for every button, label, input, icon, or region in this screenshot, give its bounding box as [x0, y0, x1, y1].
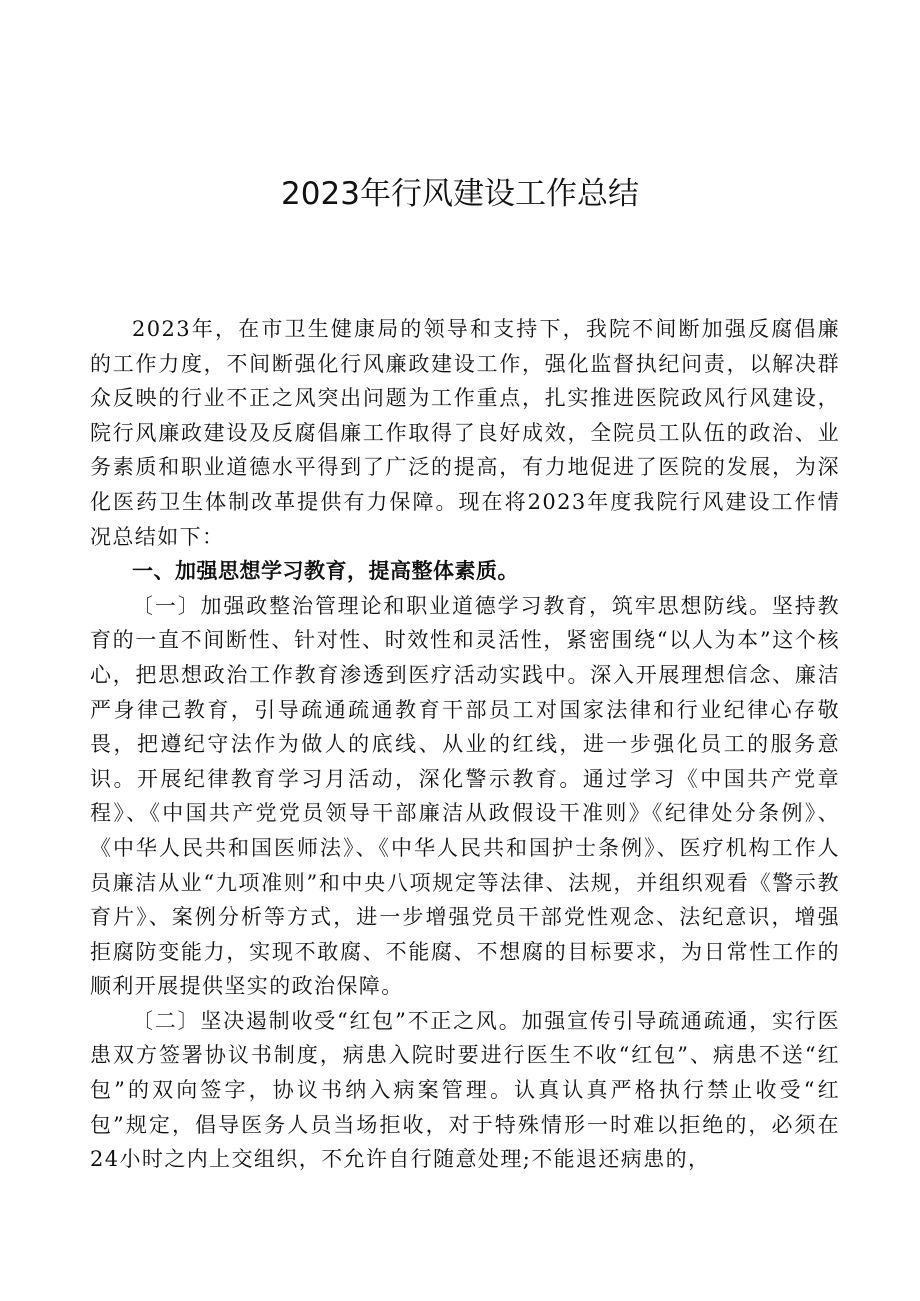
intro-paragraph: 2023年，在市卫生健康局的领导和支持下，我院不间断加强反腐倡廉的工作力度，不间断强化行风廉政建设工作，强化监督执纪问责，以解决群众反映的行业不正之风突出问题为工作重点，扎实推进医院政风行风建设，院行风廉政建设及反腐倡廉工作取得了良好成效，全院员工队伍的政治、业务素质和职业道德水平得到了广泛的提高，有力地促进了医院的发展，为深化医药卫生体制改革提供有力保障。现在将2023年度我院行风建设工作情况总结如下： [90, 317, 840, 549]
document-body [90, 312, 840, 1177]
subsection-paragraph-1: 〔一〕加强政整治管理论和职业道德学习教育，筑牢思想防线。坚持教育的一直不间断性、针对性、时效性和灵活性，紧密围绕“以人为本”这个核心，把思想政治工作教育渗透到医疗活动实践中。深入开展理想信念、廉洁严身律己教育，引导疏通疏通教育干部员工对国家法律和行业纪律心存敬畏，把遵纪守法作为做人的底线、从业的红线，进一步强化员工的服务意识。开展纪律教育学习月活动，深化警示教育。通过学习《中国共产党章程》、《中国共产党党员领导干部廉洁从政假设干准则》《纪律处分条例》、《中华人民共和国医师法》、《中华人民共和国护士条例》、医疗机构工作人员廉洁从业“九项准则”和中央八项规定等法律、法规，并组织观看《警示教育片》、案例分析等方式，进一步增强党员干部党性观念、法纪意识，增强拒腐防变能力，实现不敢腐、不能腐、不想腐的目标要求，为日常性工作的顺利开展提供坚实的政治保障。 [90, 593, 840, 999]
section-heading-1: 一、加强思想学习教育，提高整体素质。 [132, 559, 519, 584]
subsection-paragraph-2: 〔二〕坚决遏制收受“红包”不正之风。加强宣传引导疏通疏通，实行医患双方签署协议书制度，病患入院时要进行医生不收“红包”、病患不送“红包”的双向签字，协议书纳入病案管理。认真认真严格执行禁止收受“红包”规定，倡导医务人员当场拒收，对于特殊情形一时难以拒绝的，必须在24小时之内上交组织，不允许自行随意处理;不能退还病患的， [90, 1008, 840, 1172]
document-title: 2023年行风建设工作总结 [281, 176, 639, 212]
